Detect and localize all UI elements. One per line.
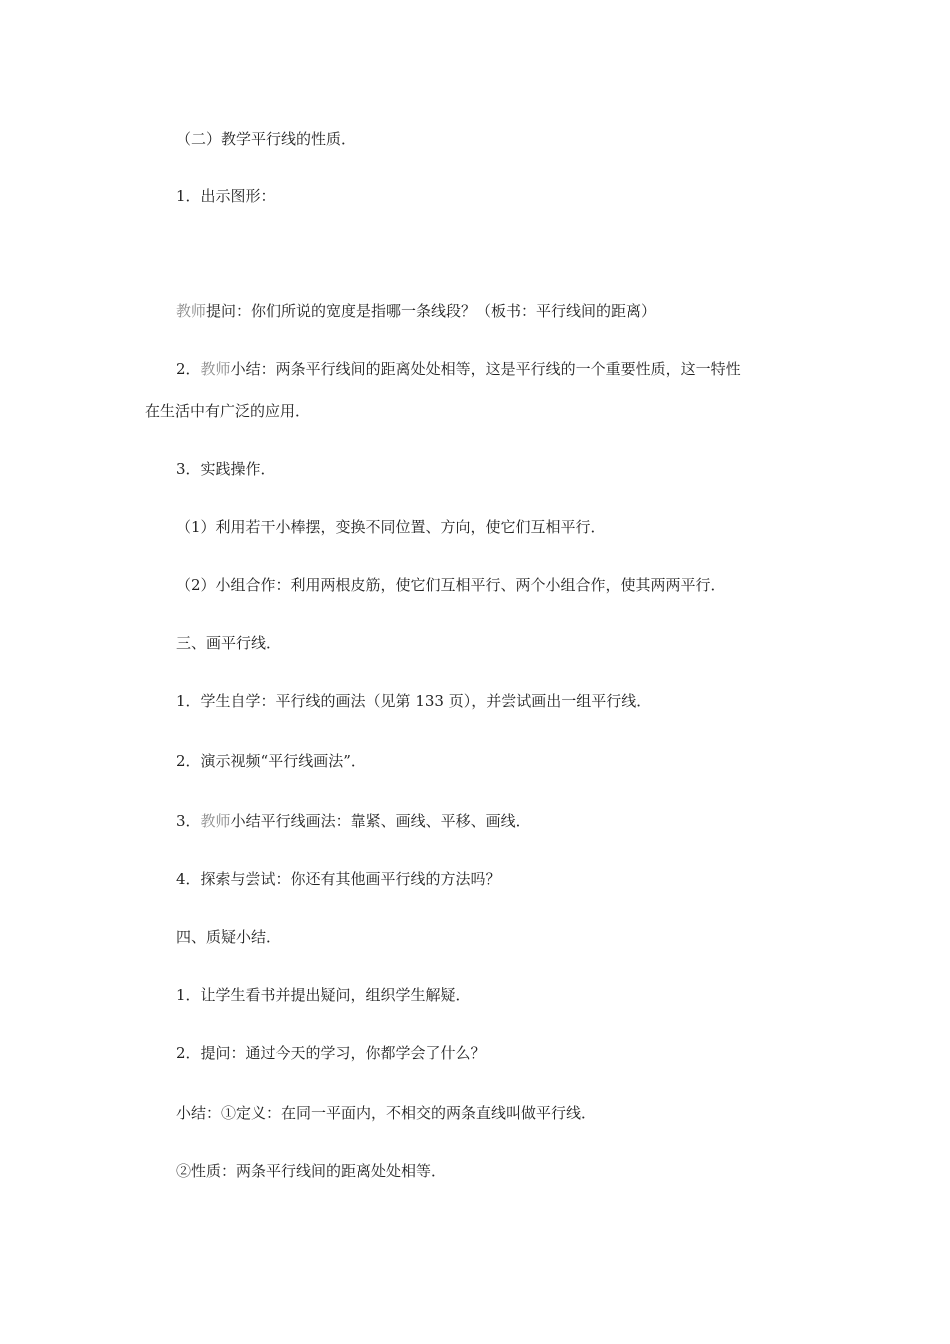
section-heading-review: 四、质疑小结． bbox=[176, 928, 282, 946]
item-number: 3． bbox=[176, 812, 201, 830]
paragraph-practice: 3．实践操作． bbox=[176, 460, 276, 478]
paragraph-teacher-summary bbox=[176, 358, 741, 380]
teacher-summary-text: 小结：两条平行线间的距离处处相等，这是平行线的一个重要性质，这一特性 bbox=[230, 360, 741, 378]
paragraph-explore: 4．探索与尝试：你还有其他画平行线的方法吗？ bbox=[176, 870, 501, 888]
paragraph-summary-definition: 小结：①定义：在同一平面内，不相交的两条直线叫做平行线． bbox=[176, 1104, 597, 1122]
paragraph-practice-1: （1）利用若干小棒摆，变换不同位置、方向，使它们互相平行． bbox=[176, 518, 606, 536]
item-number: 2． bbox=[176, 360, 201, 378]
paragraph-teacher-summary-continued: 在生活中有广泛的应用． bbox=[145, 402, 311, 420]
teacher-label: 教师 bbox=[176, 302, 207, 320]
section-heading-draw: 三、画平行线． bbox=[176, 634, 282, 652]
section-heading-properties: （二）教学平行线的性质． bbox=[176, 130, 357, 148]
paragraph-summary-property: ②性质：两条平行线间的距离处处相等． bbox=[176, 1162, 447, 1180]
teacher-label: 教师 bbox=[200, 812, 231, 830]
paragraph-practice-2: （2）小组合作：利用两根皮筋，使它们互相平行、两个小组合作，使其两两平行． bbox=[176, 576, 726, 594]
draw-summary-text: 小结平行线画法：靠紧、画线、平移、画线． bbox=[230, 812, 531, 830]
paragraph-video: 2．演示视频“平行线画法”． bbox=[176, 752, 366, 770]
paragraph-ask: 2．提问：通过今天的学习，你都学会了什么？ bbox=[176, 1044, 486, 1062]
paragraph-self-study: 1．学生自学：平行线的画法（见第 133 页），并尝试画出一组平行线． bbox=[176, 692, 652, 710]
paragraph-questions: 1．让学生看书并提出疑问，组织学生解疑． bbox=[176, 986, 471, 1004]
paragraph-show-figure: 1．出示图形： bbox=[176, 187, 276, 205]
teacher-question-text: 提问：你们所说的宽度是指哪一条线段？（板书：平行线间的距离） bbox=[206, 302, 657, 320]
paragraph-draw-summary bbox=[176, 810, 531, 832]
teacher-label: 教师 bbox=[200, 360, 231, 378]
paragraph-teacher-question bbox=[176, 300, 656, 322]
